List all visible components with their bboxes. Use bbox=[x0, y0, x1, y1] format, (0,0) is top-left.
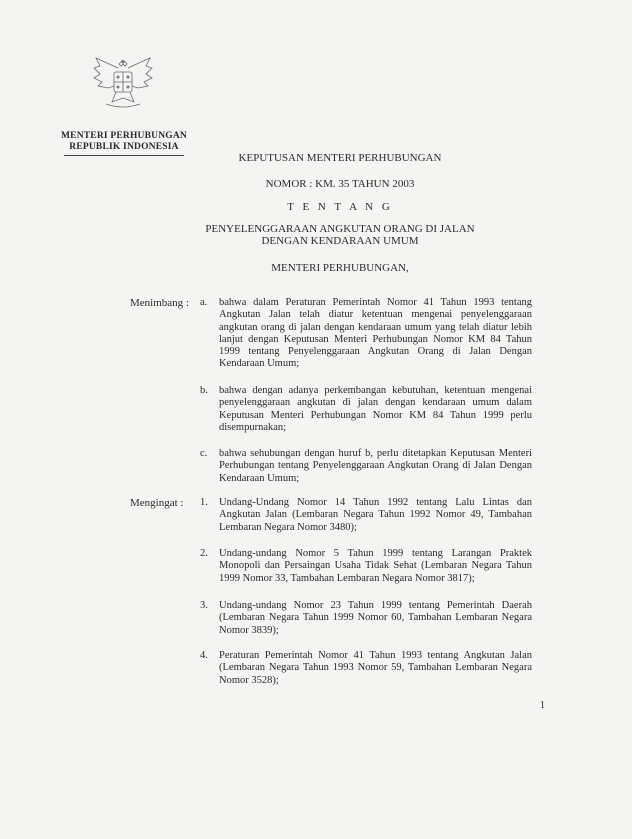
decree-subject-line2: DENGAN KENDARAAN UMUM bbox=[261, 235, 419, 247]
mengingat-item-2 bbox=[200, 548, 532, 588]
garuda-emblem-icon bbox=[88, 52, 158, 114]
decree-authority: MENTERI PERHUBUNGAN, bbox=[271, 262, 409, 274]
decree-subject bbox=[150, 223, 530, 247]
menimbang-item-c bbox=[200, 448, 532, 488]
decree-title: KEPUTUSAN MENTERI PERHUBUNGAN bbox=[238, 152, 442, 164]
menimbang-item-a bbox=[200, 297, 532, 373]
item-marker: 1. bbox=[200, 497, 208, 508]
item-marker: a. bbox=[200, 297, 208, 308]
item-text: Undang-undang Nomor 23 Tahun 1999 tentang Pemerintah Daerah (Lembaran Negara Tahun 1999 Nomor 60, Tambahan Lembaran Negara Nomor 3839); bbox=[219, 600, 532, 636]
item-text: bahwa sehubungan dengan huruf b, perlu ditetapkan Keputusan Menteri Perhubungan tentang Penyelenggaraan Angkutan Orang di Jalan Dengan Kendaraan Umum; bbox=[219, 448, 532, 484]
item-text: bahwa dengan adanya perkembangan kebutuhan, ketentuan mengenai penyelenggaraan angkutan di jalan dengan kendaraan umum dalam Keputusan Menteri Perhubungan Nomor KM 84 Tahun 1999 perlu disempurnakan; bbox=[219, 385, 532, 433]
menimbang-label: Menimbang : bbox=[130, 297, 189, 309]
item-text: Undang-Undang Nomor 14 Tahun 1992 tentang Lalu Lintas dan Angkutan Jalan (Lembaran Negara Tahun 1992 Nomor 49, Tambahan Lembaran Negara Nomor 3480); bbox=[219, 497, 532, 533]
mengingat-item-4 bbox=[200, 650, 532, 690]
mengingat-item-3 bbox=[200, 600, 532, 640]
item-marker: 3. bbox=[200, 600, 208, 611]
decree-subject-line1: PENYELENGGARAAN ANGKUTAN ORANG DI JALAN bbox=[205, 223, 475, 235]
item-marker: 2. bbox=[200, 548, 208, 559]
item-marker: c. bbox=[200, 448, 208, 459]
mengingat-item-1 bbox=[200, 497, 532, 537]
issuer-country: REPUBLIK INDONESIA bbox=[69, 142, 179, 152]
decree-number: NOMOR : KM. 35 TAHUN 2003 bbox=[265, 178, 415, 190]
page-number: 1 bbox=[540, 700, 545, 711]
decree-about: T E N T A N G bbox=[287, 201, 393, 213]
issuer-title: MENTERI PERHUBUNGAN bbox=[61, 131, 187, 141]
item-text: bahwa dalam Peraturan Pemerintah Nomor 41 Tahun 1993 tentang Angkutan Jalan telah diatur ketentuan mengenai penyelenggaraan angkutan orang di jalan dengan kendaraan umum yang telah diatur lebih lanjut dengan Keputusan Menteri Perhubungan Nomor KM 84 Tahun 1999 tentang Penyelenggaraan Angkutan Orang di Jalan Dengan Kendaraan Umum; bbox=[219, 297, 532, 370]
menimbang-item-b bbox=[200, 385, 532, 437]
item-marker: 4. bbox=[200, 650, 208, 661]
item-text: Undang-undang Nomor 5 Tahun 1999 tentang Larangan Praktek Monopoli dan Persaingan Usaha Tidak Sehat (Lembaran Negara Tahun 1999 Nomor 33, Tambahan Lembaran Negara Nomor 3817); bbox=[219, 548, 532, 584]
mengingat-label: Mengingat : bbox=[130, 497, 184, 509]
item-marker: b. bbox=[200, 385, 208, 396]
item-text: Peraturan Pemerintah Nomor 41 Tahun 1993 tentang Angkutan Jalan (Lembaran Negara Tahun 1993 Nomor 59, Tambahan Lembaran Negara Nomor 3528); bbox=[219, 650, 532, 686]
